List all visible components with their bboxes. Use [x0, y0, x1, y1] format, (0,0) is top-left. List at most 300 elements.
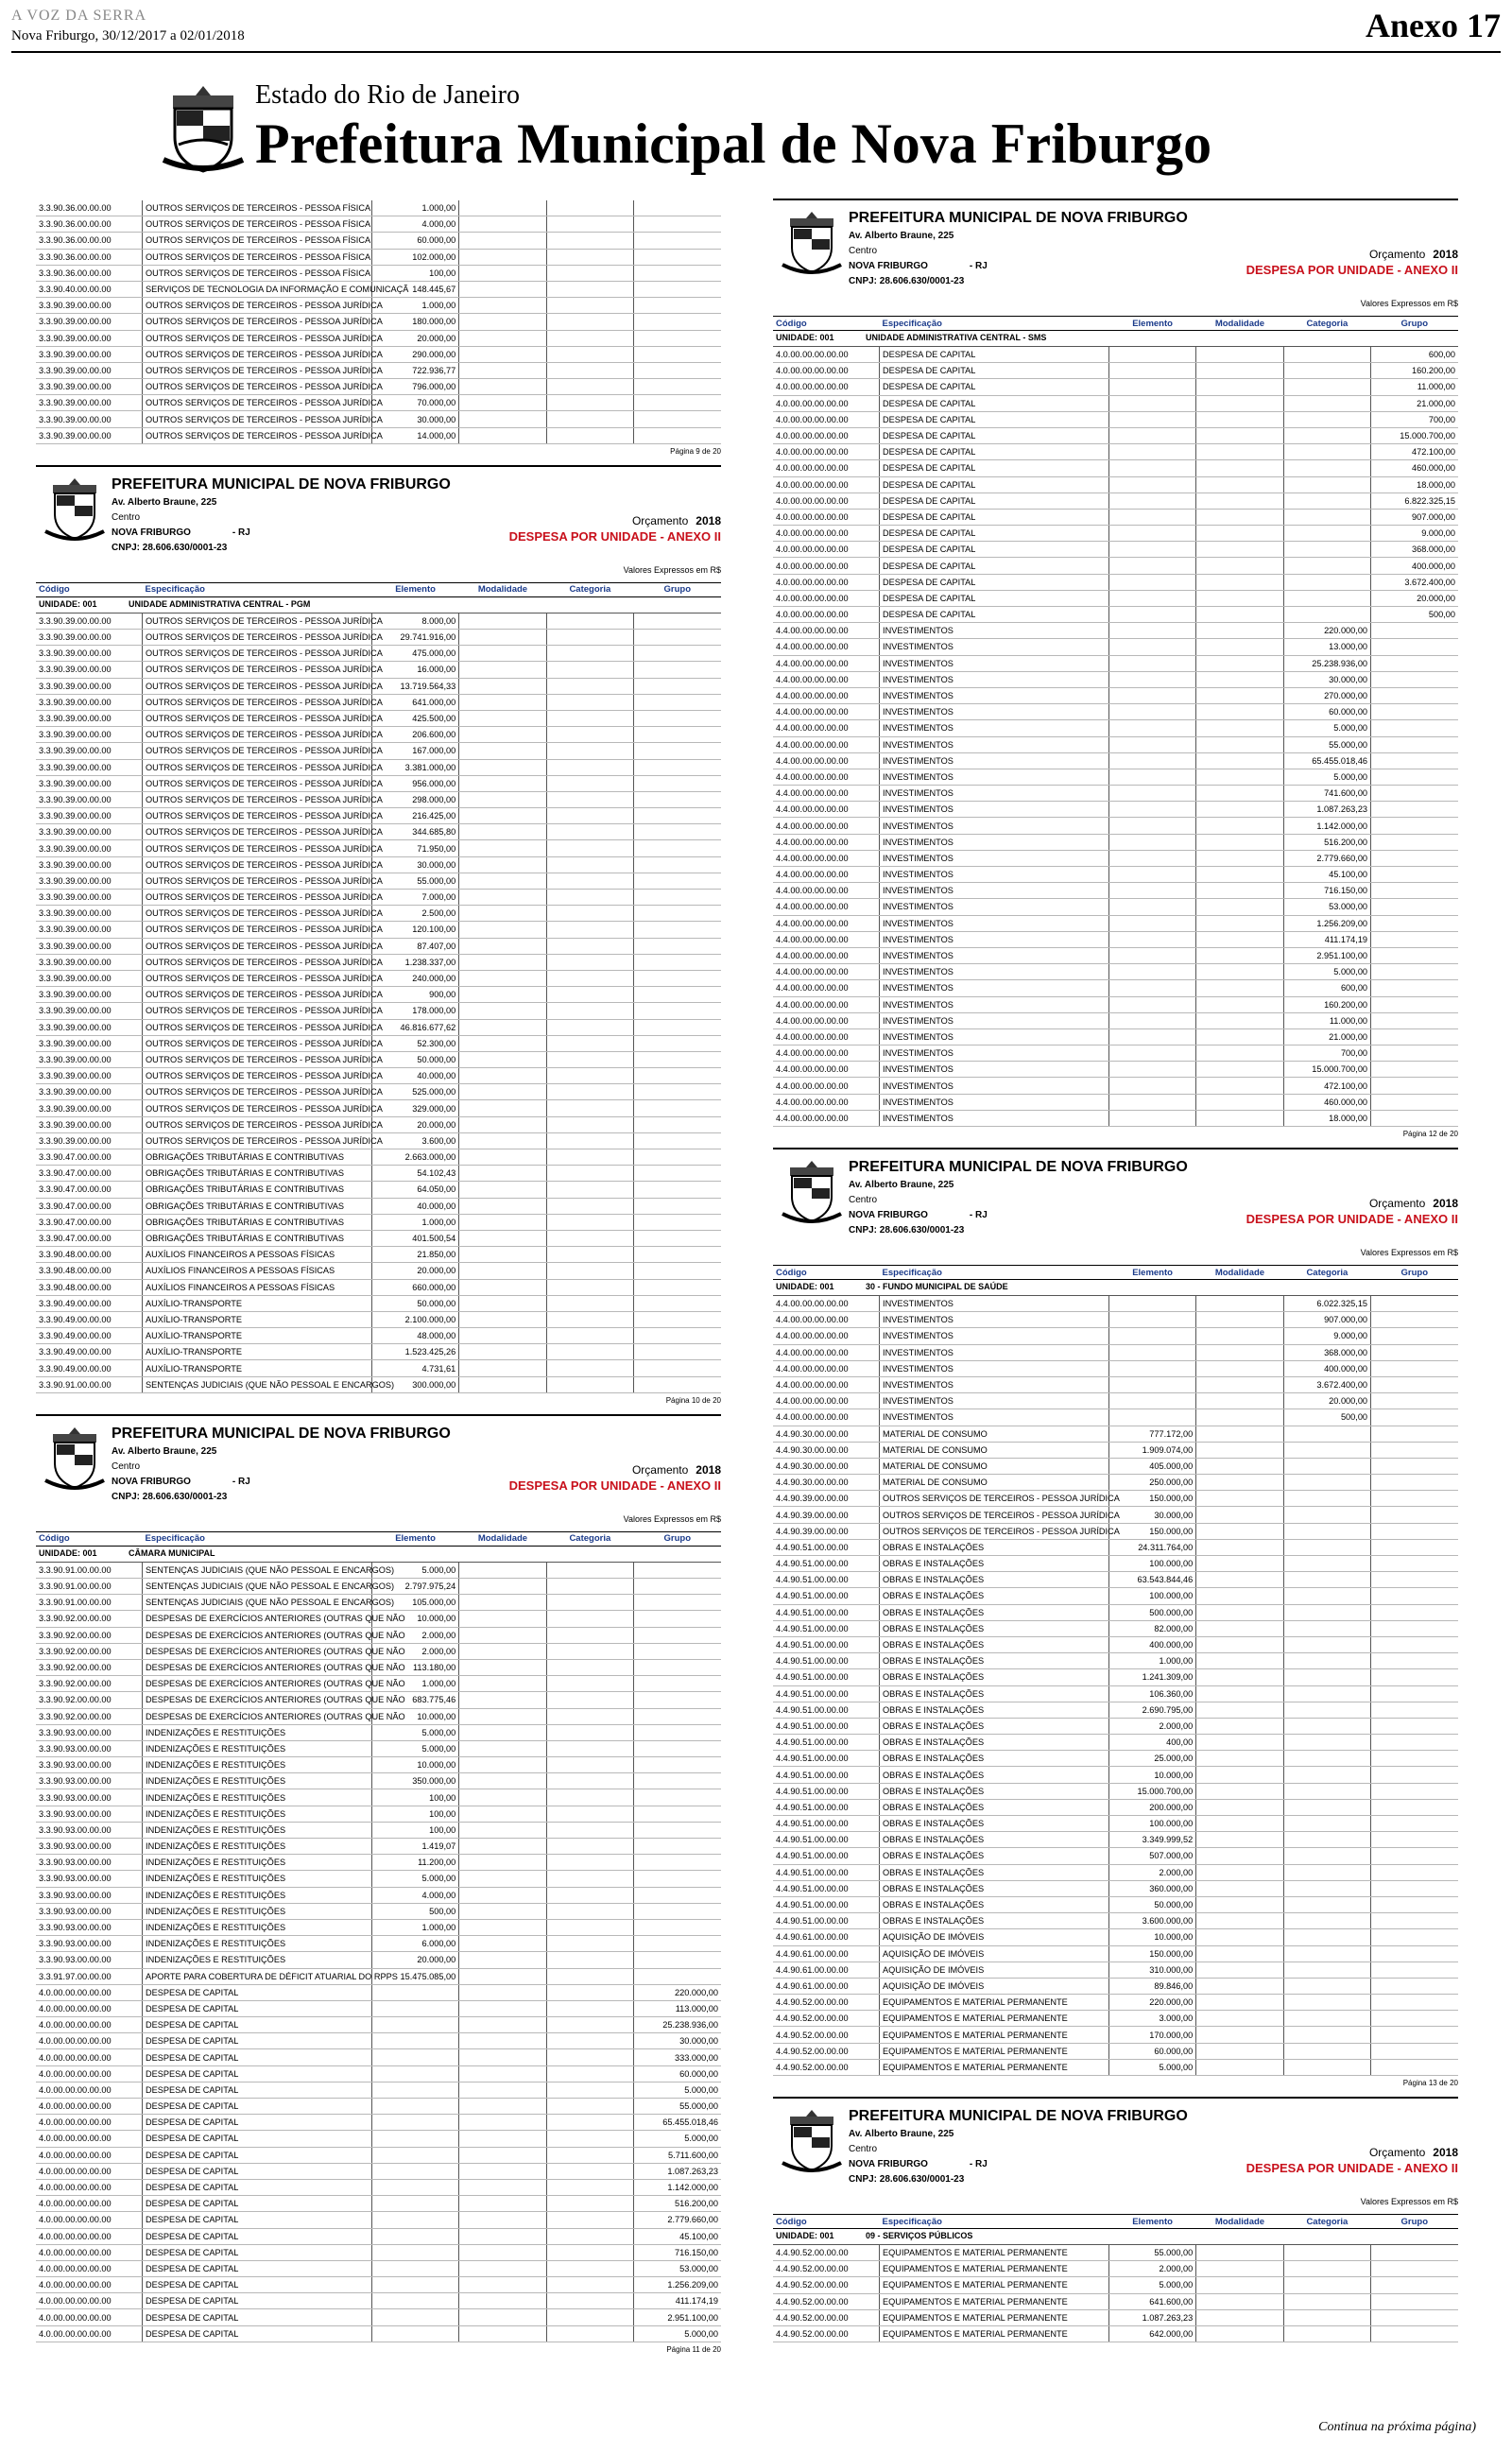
table-row: [36, 1149, 721, 1166]
table-cell: [1371, 1556, 1458, 1572]
table-cell: 3.3.90.39.00.00.00: [36, 395, 143, 411]
table-cell: [546, 1903, 633, 1919]
table-cell: [546, 1936, 633, 1952]
table-cell: [459, 1887, 546, 1903]
table-cell: 1.142.000,00: [1283, 818, 1370, 834]
table-cell: 2.000,00: [1108, 2261, 1195, 2277]
cnpj: CNPJ: 28.606.630/0001-23: [849, 1225, 965, 1236]
table-row: [36, 1773, 721, 1789]
table-cell: [1196, 1328, 1283, 1344]
table-row: [36, 1855, 721, 1871]
table-cell: [1196, 1393, 1283, 1409]
table-cell: [546, 2082, 633, 2098]
table-cell: [459, 1627, 546, 1643]
table-cell: [1196, 1539, 1283, 1555]
table-row: [773, 1094, 1458, 1110]
table-cell: 4.4.00.00.00.00.00: [773, 1046, 880, 1062]
table-cell: [459, 1051, 546, 1067]
table-cell: 4.4.90.51.00.00.00: [773, 1588, 880, 1604]
table-row: [773, 1442, 1458, 1458]
table-row: [36, 840, 721, 856]
table-cell: OBRAS E INSTALAÇÕES: [880, 1864, 1109, 1880]
column-header: Especificação: [880, 2215, 1109, 2229]
table-row: [773, 1799, 1458, 1815]
table-cell: [371, 2082, 458, 2098]
table-cell: [634, 1692, 721, 1708]
unit-code: UNIDADE: 001: [39, 1547, 97, 1558]
table-row: [36, 1611, 721, 1627]
table-row: [773, 1458, 1458, 1474]
table-cell: [546, 395, 633, 411]
report-header: [36, 465, 721, 582]
table-cell: [546, 2131, 633, 2147]
table-cell: 3.3.90.49.00.00.00: [36, 1295, 143, 1311]
table-cell: OUTROS SERVIÇOS DE TERCEIROS - PESSOA JURÍDICA: [143, 379, 372, 395]
table-cell: 11.000,00: [1371, 379, 1458, 395]
table-cell: 9.000,00: [1371, 526, 1458, 542]
table-cell: 220.000,00: [1283, 623, 1370, 639]
table-cell: 4.4.90.51.00.00.00: [773, 1799, 880, 1815]
table-cell: [1371, 1767, 1458, 1783]
table-cell: [1108, 590, 1195, 606]
column-header: Elemento: [371, 582, 458, 596]
table-cell: [1196, 818, 1283, 834]
table-cell: [546, 1247, 633, 1263]
table-cell: [1371, 834, 1458, 850]
table-cell: 4.4.90.61.00.00.00: [773, 1929, 880, 1945]
table-cell: 60.000,00: [634, 2065, 721, 2082]
table-cell: [459, 2049, 546, 2065]
table-cell: 4.4.00.00.00.00.00: [773, 1344, 880, 1360]
table-cell: INVESTIMENTOS: [880, 769, 1109, 785]
table-cell: 3.3.90.36.00.00.00: [36, 200, 143, 216]
state-code: - RJ: [232, 527, 250, 538]
table-row: [773, 460, 1458, 476]
table-row: [773, 493, 1458, 509]
table-row: [773, 834, 1458, 850]
table-row: [36, 2260, 721, 2276]
table-cell: INDENIZAÇÕES E RESTITUIÇÕES: [143, 1822, 372, 1838]
table-row: [36, 1919, 721, 1935]
table-row: [36, 727, 721, 743]
table-cell: [546, 314, 633, 330]
table-row: [36, 890, 721, 906]
table-cell: 100,00: [371, 265, 458, 281]
table-cell: [546, 346, 633, 362]
table-cell: [371, 2163, 458, 2179]
table-cell: 4.0.00.00.00.00.00: [36, 2244, 143, 2260]
table-cell: [459, 2228, 546, 2244]
table-cell: INVESTIMENTOS: [880, 850, 1109, 866]
table-cell: [634, 1084, 721, 1100]
table-cell: [371, 2277, 458, 2293]
table-cell: [546, 1003, 633, 1019]
table-cell: [546, 1740, 633, 1756]
table-cell: [1283, 1735, 1370, 1751]
table-cell: [546, 1627, 633, 1643]
table-cell: [546, 1887, 633, 1903]
table-cell: INDENIZAÇÕES E RESTITUIÇÕES: [143, 1952, 372, 1968]
table-row: [36, 938, 721, 954]
table-cell: [546, 906, 633, 922]
table-cell: [1283, 558, 1370, 574]
table-cell: 3.3.90.39.00.00.00: [36, 1019, 143, 1035]
table-row: [36, 2131, 721, 2147]
table-cell: [1108, 427, 1195, 443]
table-cell: SENTENÇAS JUDICIAIS (QUE NÃO PESSOAL E ENCARGOS): [143, 1579, 372, 1595]
table-cell: [1196, 980, 1283, 996]
address: Av. Alberto Braune, 225: [849, 2129, 954, 2139]
table-cell: 4.4.00.00.00.00.00: [773, 1328, 880, 1344]
table-cell: [1196, 1409, 1283, 1426]
table-cell: [546, 1132, 633, 1149]
table-cell: 3.3.90.93.00.00.00: [36, 1839, 143, 1855]
column-header: Elemento: [1108, 1266, 1195, 1280]
table-cell: 65.455.018,46: [1283, 752, 1370, 769]
table-cell: 10.000,00: [1108, 1767, 1195, 1783]
table-cell: [1371, 1475, 1458, 1491]
table-row: [36, 1344, 721, 1360]
table-cell: [634, 1887, 721, 1903]
column-header: Modalidade: [1196, 2215, 1283, 2229]
table-cell: [371, 2260, 458, 2276]
table-cell: [546, 2163, 633, 2179]
table-cell: 4.4.00.00.00.00.00: [773, 850, 880, 866]
table-header: [36, 1531, 721, 1547]
table-cell: [1196, 509, 1283, 525]
table-cell: [1283, 2325, 1370, 2342]
column-header: Código: [36, 582, 143, 596]
table-cell: [546, 2033, 633, 2049]
table-row: [773, 623, 1458, 639]
table-cell: 100.000,00: [1108, 1816, 1195, 1832]
table-cell: [546, 890, 633, 906]
table-cell: [546, 873, 633, 889]
table-cell: 4.4.90.51.00.00.00: [773, 1848, 880, 1864]
table-row: [36, 2082, 721, 2098]
table-cell: 1.000,00: [371, 1214, 458, 1230]
table-cell: [459, 743, 546, 759]
table-cell: [546, 2000, 633, 2016]
table-cell: 4.4.90.51.00.00.00: [773, 1653, 880, 1669]
statement-block-p13: [773, 1148, 1458, 2093]
table-cell: OBRAS E INSTALAÇÕES: [880, 1816, 1109, 1832]
table-cell: 216.425,00: [371, 808, 458, 824]
table-cell: DESPESA DE CAPITAL: [143, 2309, 372, 2325]
table-cell: INVESTIMENTOS: [880, 931, 1109, 947]
table-cell: DESPESAS DE EXERCÍCIOS ANTERIORES (OUTRAS QUE NÃO: [143, 1708, 372, 1724]
table-cell: [634, 1051, 721, 1067]
table-cell: 4.4.90.51.00.00.00: [773, 1913, 880, 1929]
table-cell: 3.3.90.39.00.00.00: [36, 710, 143, 726]
table-cell: DESPESA DE CAPITAL: [143, 2065, 372, 2082]
table-row: [773, 1604, 1458, 1620]
table-cell: [1196, 867, 1283, 883]
table-cell: [459, 1035, 546, 1051]
table-cell: 45.100,00: [634, 2228, 721, 2244]
table-cell: [1196, 769, 1283, 785]
table-cell: [1371, 1078, 1458, 1094]
table-cell: [459, 1708, 546, 1724]
table-cell: OUTROS SERVIÇOS DE TERCEIROS - PESSOA JURÍDICA: [143, 614, 372, 630]
table-cell: [546, 1789, 633, 1806]
table-cell: [1283, 411, 1370, 427]
column-header: Código: [773, 317, 880, 331]
table-row: [36, 630, 721, 646]
table-row: [773, 2059, 1458, 2075]
table-cell: [1371, 1702, 1458, 1718]
table-cell: [634, 298, 721, 314]
table-cell: [546, 411, 633, 427]
table-row: [773, 427, 1458, 443]
table-cell: [546, 2212, 633, 2228]
table-row: [773, 1620, 1458, 1636]
currency-note: Valores Expressos em R$: [1360, 1248, 1458, 1257]
table-cell: 15.475.085,00: [371, 1968, 458, 1984]
table-cell: [546, 954, 633, 970]
table-cell: [459, 2065, 546, 2082]
table-cell: INVESTIMENTOS: [880, 720, 1109, 736]
table-row: [773, 509, 1458, 525]
table-row: [773, 996, 1458, 1012]
table-cell: DESPESA DE CAPITAL: [880, 574, 1109, 590]
report-type: DESPESA POR UNIDADE - ANEXO II: [508, 1478, 721, 1493]
state-name: Estado do Rio de Janeiro: [255, 80, 520, 110]
table-cell: [634, 808, 721, 824]
table-cell: [1371, 1945, 1458, 1961]
table-cell: 1.000,00: [371, 298, 458, 314]
table-cell: 4.0.00.00.00.00.00: [36, 2033, 143, 2049]
city: [112, 1477, 250, 1487]
table-cell: 4.4.90.51.00.00.00: [773, 1864, 880, 1880]
table-row: [773, 1961, 1458, 1978]
table-row: [36, 1903, 721, 1919]
table-cell: 4.4.90.51.00.00.00: [773, 1832, 880, 1848]
table-cell: [1196, 411, 1283, 427]
table-cell: [1196, 363, 1283, 379]
table-cell: [1371, 1376, 1458, 1392]
data-table: [36, 200, 721, 444]
table-cell: [459, 922, 546, 938]
table-cell: OBRAS E INSTALAÇÕES: [880, 1832, 1109, 1848]
table-cell: OUTROS SERVIÇOS DE TERCEIROS - PESSOA JURÍDICA: [143, 808, 372, 824]
table-row: [36, 1198, 721, 1214]
district: Centro: [849, 1195, 878, 1205]
table-cell: [1196, 2309, 1283, 2325]
table-cell: 8.000,00: [371, 614, 458, 630]
table-cell: OBRAS E INSTALAÇÕES: [880, 1848, 1109, 1864]
table-cell: [634, 987, 721, 1003]
table-cell: 1.000,00: [1108, 1653, 1195, 1669]
table-row: [773, 1636, 1458, 1652]
unit-row: [773, 2229, 1458, 2245]
table-cell: [1283, 1929, 1370, 1945]
table-row: [36, 298, 721, 314]
table-cell: 3.3.90.39.00.00.00: [36, 314, 143, 330]
table-cell: 3.672.400,00: [1283, 1376, 1370, 1392]
table-cell: [1283, 1539, 1370, 1555]
table-cell: 3.3.90.93.00.00.00: [36, 1806, 143, 1822]
table-cell: 2.000,00: [371, 1643, 458, 1659]
table-cell: [634, 630, 721, 646]
table-row: [773, 1767, 1458, 1783]
table-cell: [459, 1279, 546, 1295]
table-cell: [1371, 1783, 1458, 1799]
table-cell: [459, 1595, 546, 1611]
table-cell: [634, 1611, 721, 1627]
table-cell: [1371, 1588, 1458, 1604]
table-cell: [634, 694, 721, 710]
column-header: Modalidade: [1196, 1266, 1283, 1280]
table-row: [773, 769, 1458, 785]
table-cell: OUTROS SERVIÇOS DE TERCEIROS - PESSOA JURÍDICA: [143, 840, 372, 856]
table-row: [773, 899, 1458, 915]
table-cell: 206.600,00: [371, 727, 458, 743]
table-cell: DESPESA DE CAPITAL: [143, 2277, 372, 2293]
table-cell: [1108, 542, 1195, 558]
table-cell: OUTROS SERVIÇOS DE TERCEIROS - PESSOA JURÍDICA: [143, 710, 372, 726]
cnpj: CNPJ: 28.606.630/0001-23: [849, 276, 965, 286]
table-cell: OUTROS SERVIÇOS DE TERCEIROS - PESSOA JURÍDICA: [143, 427, 372, 443]
table-cell: [634, 1116, 721, 1132]
table-cell: 50.000,00: [371, 1051, 458, 1067]
table-cell: DESPESA DE CAPITAL: [143, 2212, 372, 2228]
table-cell: DESPESA DE CAPITAL: [880, 590, 1109, 606]
table-cell: [1108, 1078, 1195, 1094]
table-cell: INVESTIMENTOS: [880, 736, 1109, 752]
table-cell: [1283, 607, 1370, 623]
table-row: [773, 1426, 1458, 1442]
table-cell: 500,00: [1283, 1409, 1370, 1426]
table-cell: 3.3.90.39.00.00.00: [36, 775, 143, 791]
table-cell: DESPESA DE CAPITAL: [880, 427, 1109, 443]
table-cell: [459, 1328, 546, 1344]
table-cell: 120.100,00: [371, 922, 458, 938]
table-row: [36, 2017, 721, 2033]
table-row: [773, 687, 1458, 703]
table-cell: [1283, 2245, 1370, 2261]
table-cell: [1371, 980, 1458, 996]
table-row: [36, 2228, 721, 2244]
statement-block-p11: [36, 1414, 721, 2359]
table-cell: [459, 2115, 546, 2131]
table-cell: OUTROS SERVIÇOS DE TERCEIROS - PESSOA FÍSICA: [143, 265, 372, 281]
table-cell: 25.238.936,00: [634, 2017, 721, 2033]
table-cell: [1371, 786, 1458, 802]
table-cell: 1.523.425,26: [371, 1344, 458, 1360]
table-row: [36, 710, 721, 726]
table-cell: 4.0.00.00.00.00.00: [36, 1984, 143, 2000]
table-cell: [1371, 2293, 1458, 2309]
table-cell: 683.775,46: [371, 1692, 458, 1708]
table-row: [36, 873, 721, 889]
table-row: [36, 1376, 721, 1392]
table-cell: [1283, 476, 1370, 493]
table-cell: 333.000,00: [634, 2049, 721, 2065]
table-cell: 1.256.209,00: [1283, 915, 1370, 931]
table-cell: [1108, 964, 1195, 980]
table-cell: [1108, 639, 1195, 655]
table-cell: [634, 922, 721, 938]
table-row: [36, 954, 721, 970]
table-cell: OBRAS E INSTALAÇÕES: [880, 1539, 1109, 1555]
table-row: [773, 736, 1458, 752]
table-cell: [546, 1952, 633, 1968]
address: Av. Alberto Braune, 225: [849, 231, 954, 241]
table-cell: [546, 2179, 633, 2195]
column-header: Elemento: [371, 1531, 458, 1546]
table-row: [36, 1871, 721, 1887]
table-cell: INVESTIMENTOS: [880, 671, 1109, 687]
table-cell: EQUIPAMENTOS E MATERIAL PERMANENTE: [880, 2027, 1109, 2043]
table-cell: [1196, 1816, 1283, 1832]
table-cell: OBRIGAÇÕES TRIBUTÁRIAS E CONTRIBUTIVAS: [143, 1149, 372, 1166]
table-cell: INVESTIMENTOS: [880, 915, 1109, 931]
table-cell: [459, 840, 546, 856]
table-row: [773, 671, 1458, 687]
table-cell: [1283, 1816, 1370, 1832]
table-cell: 3.672.400,00: [1371, 574, 1458, 590]
table-cell: 4.4.00.00.00.00.00: [773, 736, 880, 752]
table-cell: 4.0.00.00.00.00.00: [773, 526, 880, 542]
table-cell: 10.000,00: [371, 1611, 458, 1627]
table-cell: [1196, 2293, 1283, 2309]
table-cell: [1196, 623, 1283, 639]
table-row: [773, 1328, 1458, 1344]
budget-year: [1369, 1197, 1458, 1210]
table-cell: [546, 2147, 633, 2163]
table-cell: OUTROS SERVIÇOS DE TERCEIROS - PESSOA JURÍDICA: [143, 775, 372, 791]
table-cell: [1108, 769, 1195, 785]
table-cell: [546, 1839, 633, 1855]
table-cell: 18.000,00: [1371, 476, 1458, 493]
district: Centro: [112, 511, 141, 523]
table-cell: 401.500,54: [371, 1230, 458, 1246]
table-cell: 4.4.90.52.00.00.00: [773, 2011, 880, 2027]
table-cell: [1196, 1296, 1283, 1312]
table-cell: [459, 1968, 546, 1984]
table-cell: 100,00: [371, 1822, 458, 1838]
table-cell: [1371, 687, 1458, 703]
table-cell: [1371, 2027, 1458, 2043]
table-cell: 4.0.00.00.00.00.00: [36, 2260, 143, 2276]
table-cell: [1196, 1344, 1283, 1360]
table-cell: [459, 1789, 546, 1806]
table-cell: [546, 1919, 633, 1935]
table-cell: 3.3.90.92.00.00.00: [36, 1611, 143, 1627]
table-cell: 1.087.263,23: [1108, 2309, 1195, 2325]
table-cell: DESPESA DE CAPITAL: [143, 2049, 372, 2065]
table-cell: [1108, 883, 1195, 899]
table-row: [773, 1848, 1458, 1864]
table-cell: 4.4.90.51.00.00.00: [773, 1556, 880, 1572]
table-cell: [634, 1659, 721, 1675]
table-cell: [459, 1019, 546, 1035]
table-cell: 7.000,00: [371, 890, 458, 906]
table-cell: [1108, 1393, 1195, 1409]
table-cell: 4.4.00.00.00.00.00: [773, 1360, 880, 1376]
table-cell: 4.000,00: [371, 216, 458, 233]
table-cell: INDENIZAÇÕES E RESTITUIÇÕES: [143, 1724, 372, 1740]
table-cell: OBRIGAÇÕES TRIBUTÁRIAS E CONTRIBUTIVAS: [143, 1198, 372, 1214]
table-cell: EQUIPAMENTOS E MATERIAL PERMANENTE: [880, 1995, 1109, 2011]
table-cell: [1371, 1458, 1458, 1474]
table-cell: 100.000,00: [1108, 1556, 1195, 1572]
table-cell: [634, 379, 721, 395]
table-cell: 4.4.90.52.00.00.00: [773, 2245, 880, 2261]
table-cell: 48.000,00: [371, 1328, 458, 1344]
table-cell: 180.000,00: [371, 314, 458, 330]
